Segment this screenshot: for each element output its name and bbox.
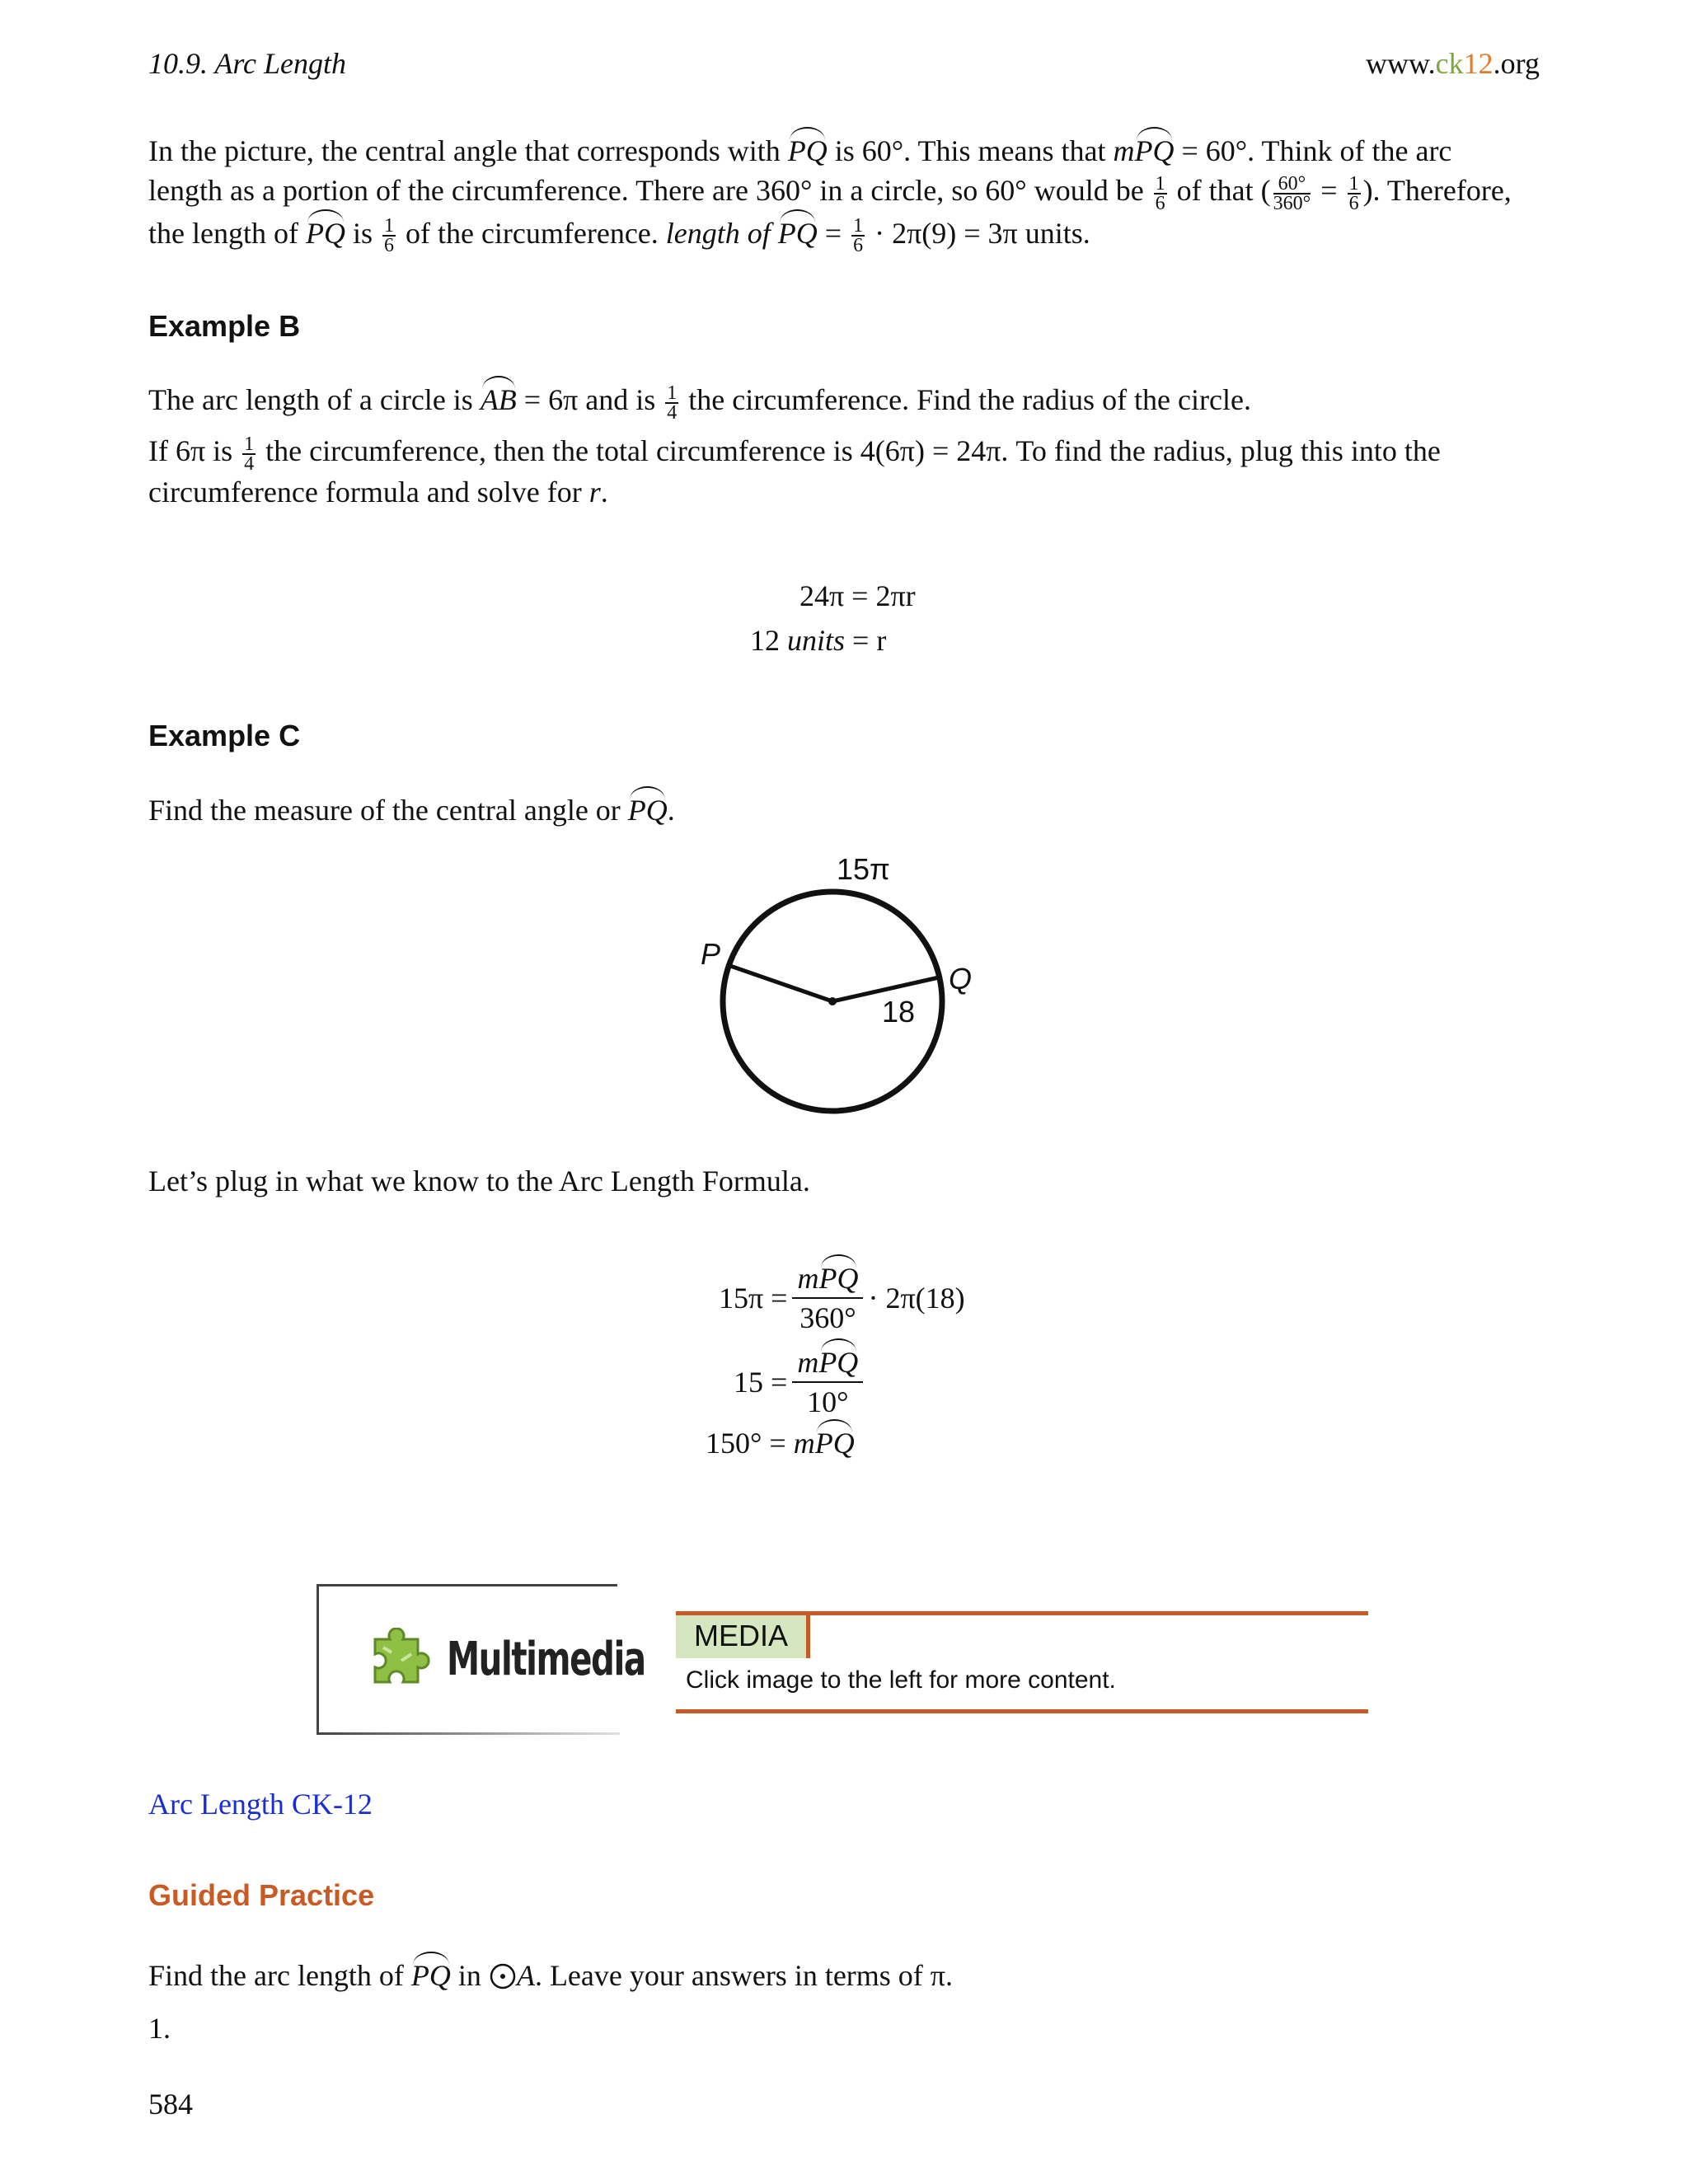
arc-pq: PQ — [411, 1957, 451, 1994]
center-point — [828, 997, 837, 1005]
multimedia-image-link[interactable] — [316, 1584, 645, 1735]
media-tag: MEDIA — [676, 1615, 810, 1658]
image-bottom-border — [319, 1732, 620, 1735]
circle-dot-icon — [489, 1962, 517, 1990]
intro-line-2: length as a portion of the circumference. There are 360° in a circle, so 60° would be $\frac{1}{6}$ of that ( $\frac{60^\circ}{360^\circ}$ = $\frac{1}{6}$ ). Therefore, — [148, 172, 1512, 214]
equation-12-units: 12 units = r — [750, 624, 887, 657]
puzzle-piece-icon — [360, 1628, 434, 1697]
guided-practice-heading: Guided Practice — [148, 1878, 375, 1912]
intro-line-1: In the picture, the central angle that corresponds with PQ is 60°. This means that mPQ = 60°. Think of the arc — [148, 132, 1540, 170]
fraction-mpq-over-10: mPQ 10° — [792, 1343, 863, 1421]
arc-pq: PQ — [1134, 132, 1174, 170]
fraction-one-quarter: $\frac{1}{4}$ — [667, 382, 678, 424]
multimedia-label: Multimedia — [447, 1633, 645, 1686]
fraction-one-sixth: $\frac{1}{6}$ — [1348, 172, 1359, 214]
arc-ab: AB — [481, 381, 517, 419]
circle-figure — [676, 849, 1006, 1129]
running-header-site[interactable]: www.ck12.org — [1366, 47, 1540, 80]
example-c-heading: Example C — [148, 719, 301, 752]
intro-paragraph — [148, 132, 1540, 255]
problem-number-1: 1. — [148, 2012, 171, 2045]
example-c-problem: Find the measure of the central angle or PQ. — [148, 791, 1540, 829]
media-text: Click image to the left for more content. — [686, 1666, 1116, 1694]
arc-pq: PQ — [788, 132, 828, 170]
page-number: 584 — [148, 2088, 193, 2121]
fraction-one-quarter: $\frac{1}{4}$ — [244, 433, 255, 475]
arc-pq: PQ — [306, 214, 345, 252]
point-q-label: Q — [949, 962, 973, 996]
media-notice-box — [676, 1611, 1368, 1713]
example-c-formula-intro: Let’s plug in what we know to the Arc Length Formula. — [148, 1165, 810, 1197]
fraction-60-over-360: $\frac{60^\circ}{360^\circ}$ — [1273, 172, 1311, 214]
point-p-label: P — [701, 937, 721, 971]
arc-length-ck12-link[interactable]: Arc Length CK-12 — [148, 1788, 373, 1821]
arc-label: 15π — [837, 852, 890, 886]
arc-pq: PQ — [628, 791, 668, 829]
radius-label: 18 — [882, 995, 916, 1029]
fraction-one-sixth: $\frac{1}{6}$ — [853, 215, 864, 257]
arc-pq: PQ — [818, 1259, 858, 1297]
arc-pq: PQ — [818, 1343, 858, 1381]
intro-line-3: the length of PQ is $\frac{1}{6}$ of the circumference. length of PQ = $\frac{1}{6}$ · 2π(9) = 3π units. — [148, 215, 1090, 257]
example-b-problem: The arc length of a circle is AB = 6π and is $\frac{1}{4}$ the circumference. Find the radius of the circle. — [148, 382, 1251, 424]
fraction-one-sixth: $\frac{1}{6}$ — [383, 215, 394, 257]
radius-to-p — [730, 966, 832, 1001]
equation-150-degrees: 150° = mPQ — [706, 1424, 855, 1462]
example-b-heading: Example B — [148, 309, 301, 343]
equation-15: 15 = mPQ 10° — [734, 1343, 868, 1421]
running-header-section: 10.9. Arc Length — [148, 47, 346, 80]
fraction-one-sixth: $\frac{1}{6}$ — [1155, 172, 1165, 214]
arc-pq: PQ — [815, 1424, 855, 1462]
fraction-mpq-over-360: mPQ 360° — [792, 1259, 863, 1337]
equation-24pi: 24π = 2πr — [799, 579, 916, 612]
example-b-solution: If 6π is $\frac{1}{4}$ the circumference, then the total circumference is 4(6π) = 24π. To find the radius, plug this into the circumference formula and solve for r. — [148, 433, 1441, 509]
equation-15pi: 15π = mPQ 360° · 2π(18) — [719, 1259, 965, 1337]
guided-practice-instructions: Find the arc length of PQ in A. Leave your answers in terms of π. — [148, 1957, 1540, 1994]
arc-pq: PQ — [778, 214, 818, 252]
